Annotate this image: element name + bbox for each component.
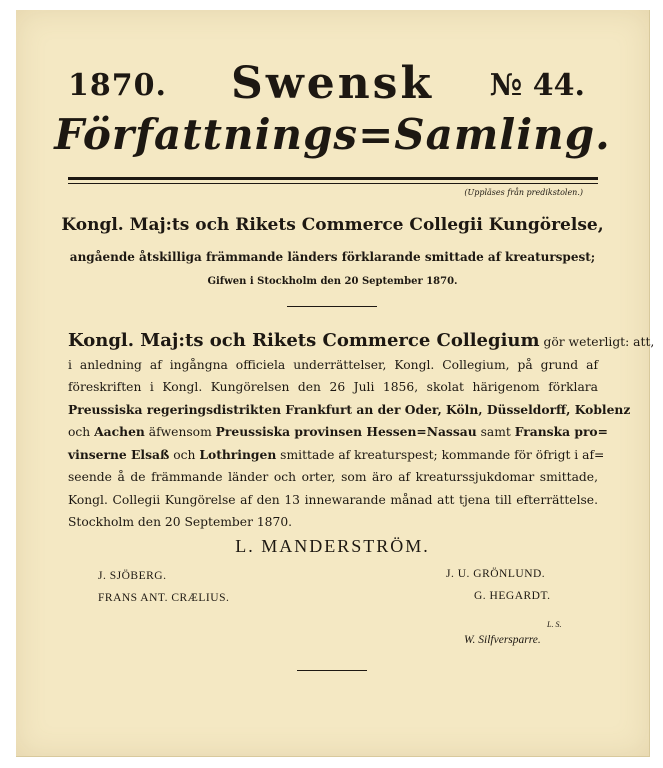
issue-year: 1870. <box>68 68 167 103</box>
ordinance-body <box>68 330 655 534</box>
masthead-title-line1: Swensk <box>231 58 434 109</box>
body-lead: Kongl. Maj:ts och Rikets Commerce Collegium <box>68 330 540 351</box>
principal-signature: L. MANDERSTRÖM. <box>235 536 430 556</box>
body-bold: Preussiska provinsen Hessen=Nassau <box>215 424 477 439</box>
body-line: Stockholm den 20 September 1870. <box>68 515 293 529</box>
body-bold: Franska pro= <box>514 424 608 439</box>
ordinance-heading: Kongl. Maj:ts och Rikets Commerce Collegii Kungörelse, <box>61 215 604 235</box>
body-line <box>68 330 655 354</box>
body-text: äfwensom <box>144 425 216 439</box>
body-line: föreskriften i Kongl. Kungörelsen den 26 Juli 1856, skolat härigenom förklara <box>68 380 598 394</box>
body-bold: Aachen <box>94 424 145 439</box>
masthead-rule-thin <box>68 183 598 184</box>
signature-right-1: J. U. GRÖNLUND. <box>446 568 546 580</box>
ordinance-subject: angående åtskilliga främmande länders förklarande smittade af kreaturspest; <box>69 250 596 264</box>
seal-mark: L. S. <box>547 620 562 629</box>
signature-left-1: J. SJÖBERG. <box>98 570 167 582</box>
document-page <box>16 10 655 757</box>
signature-right-2: G. HEGARDT. <box>474 590 551 602</box>
body-text: och <box>68 425 91 439</box>
body-bold: Lothringen <box>199 446 277 462</box>
body-line: seende å de främmande länder och orter, som äro af kreaturssjukdomar smittade, <box>68 470 598 484</box>
ordinance-date: Gifwen i Stockholm den 20 September 1870. <box>207 276 458 287</box>
body-text: samt <box>476 425 515 439</box>
signature-left-2: FRANS ANT. CRÆLIUS. <box>98 592 230 604</box>
masthead <box>16 58 649 118</box>
body-text: smittade af kreaturspest; kommande för öfrigt i af= <box>276 447 605 462</box>
body-line: Preussiska regeringsdistrikten Frankfurt an der Oder, Köln, Düsseldorff, Koblenz <box>68 401 631 417</box>
body-text: gör weterligt: att, <box>539 335 655 349</box>
closing-divider <box>297 670 367 671</box>
body-line: Kongl. Collegii Kungörelse af den 13 innewarande månad att tjena till efterrättelse. <box>68 492 598 507</box>
body-text: och <box>169 447 200 462</box>
section-divider <box>287 306 377 307</box>
body-line: i anledning af ingångna officiela underrättelser, Kongl. Collegium, på grund af <box>68 357 598 372</box>
body-line <box>68 421 608 444</box>
countersignature: W. Silfversparre. <box>464 634 541 646</box>
body-line <box>68 444 605 467</box>
masthead-title-line2: Författnings=Samling. <box>54 110 611 159</box>
body-bold: vinserne Elsaß <box>68 446 170 462</box>
reading-note: (Uppläses från predikstolen.) <box>464 188 583 197</box>
issue-number: № 44. <box>489 68 585 103</box>
masthead-rule-thick <box>68 177 598 180</box>
